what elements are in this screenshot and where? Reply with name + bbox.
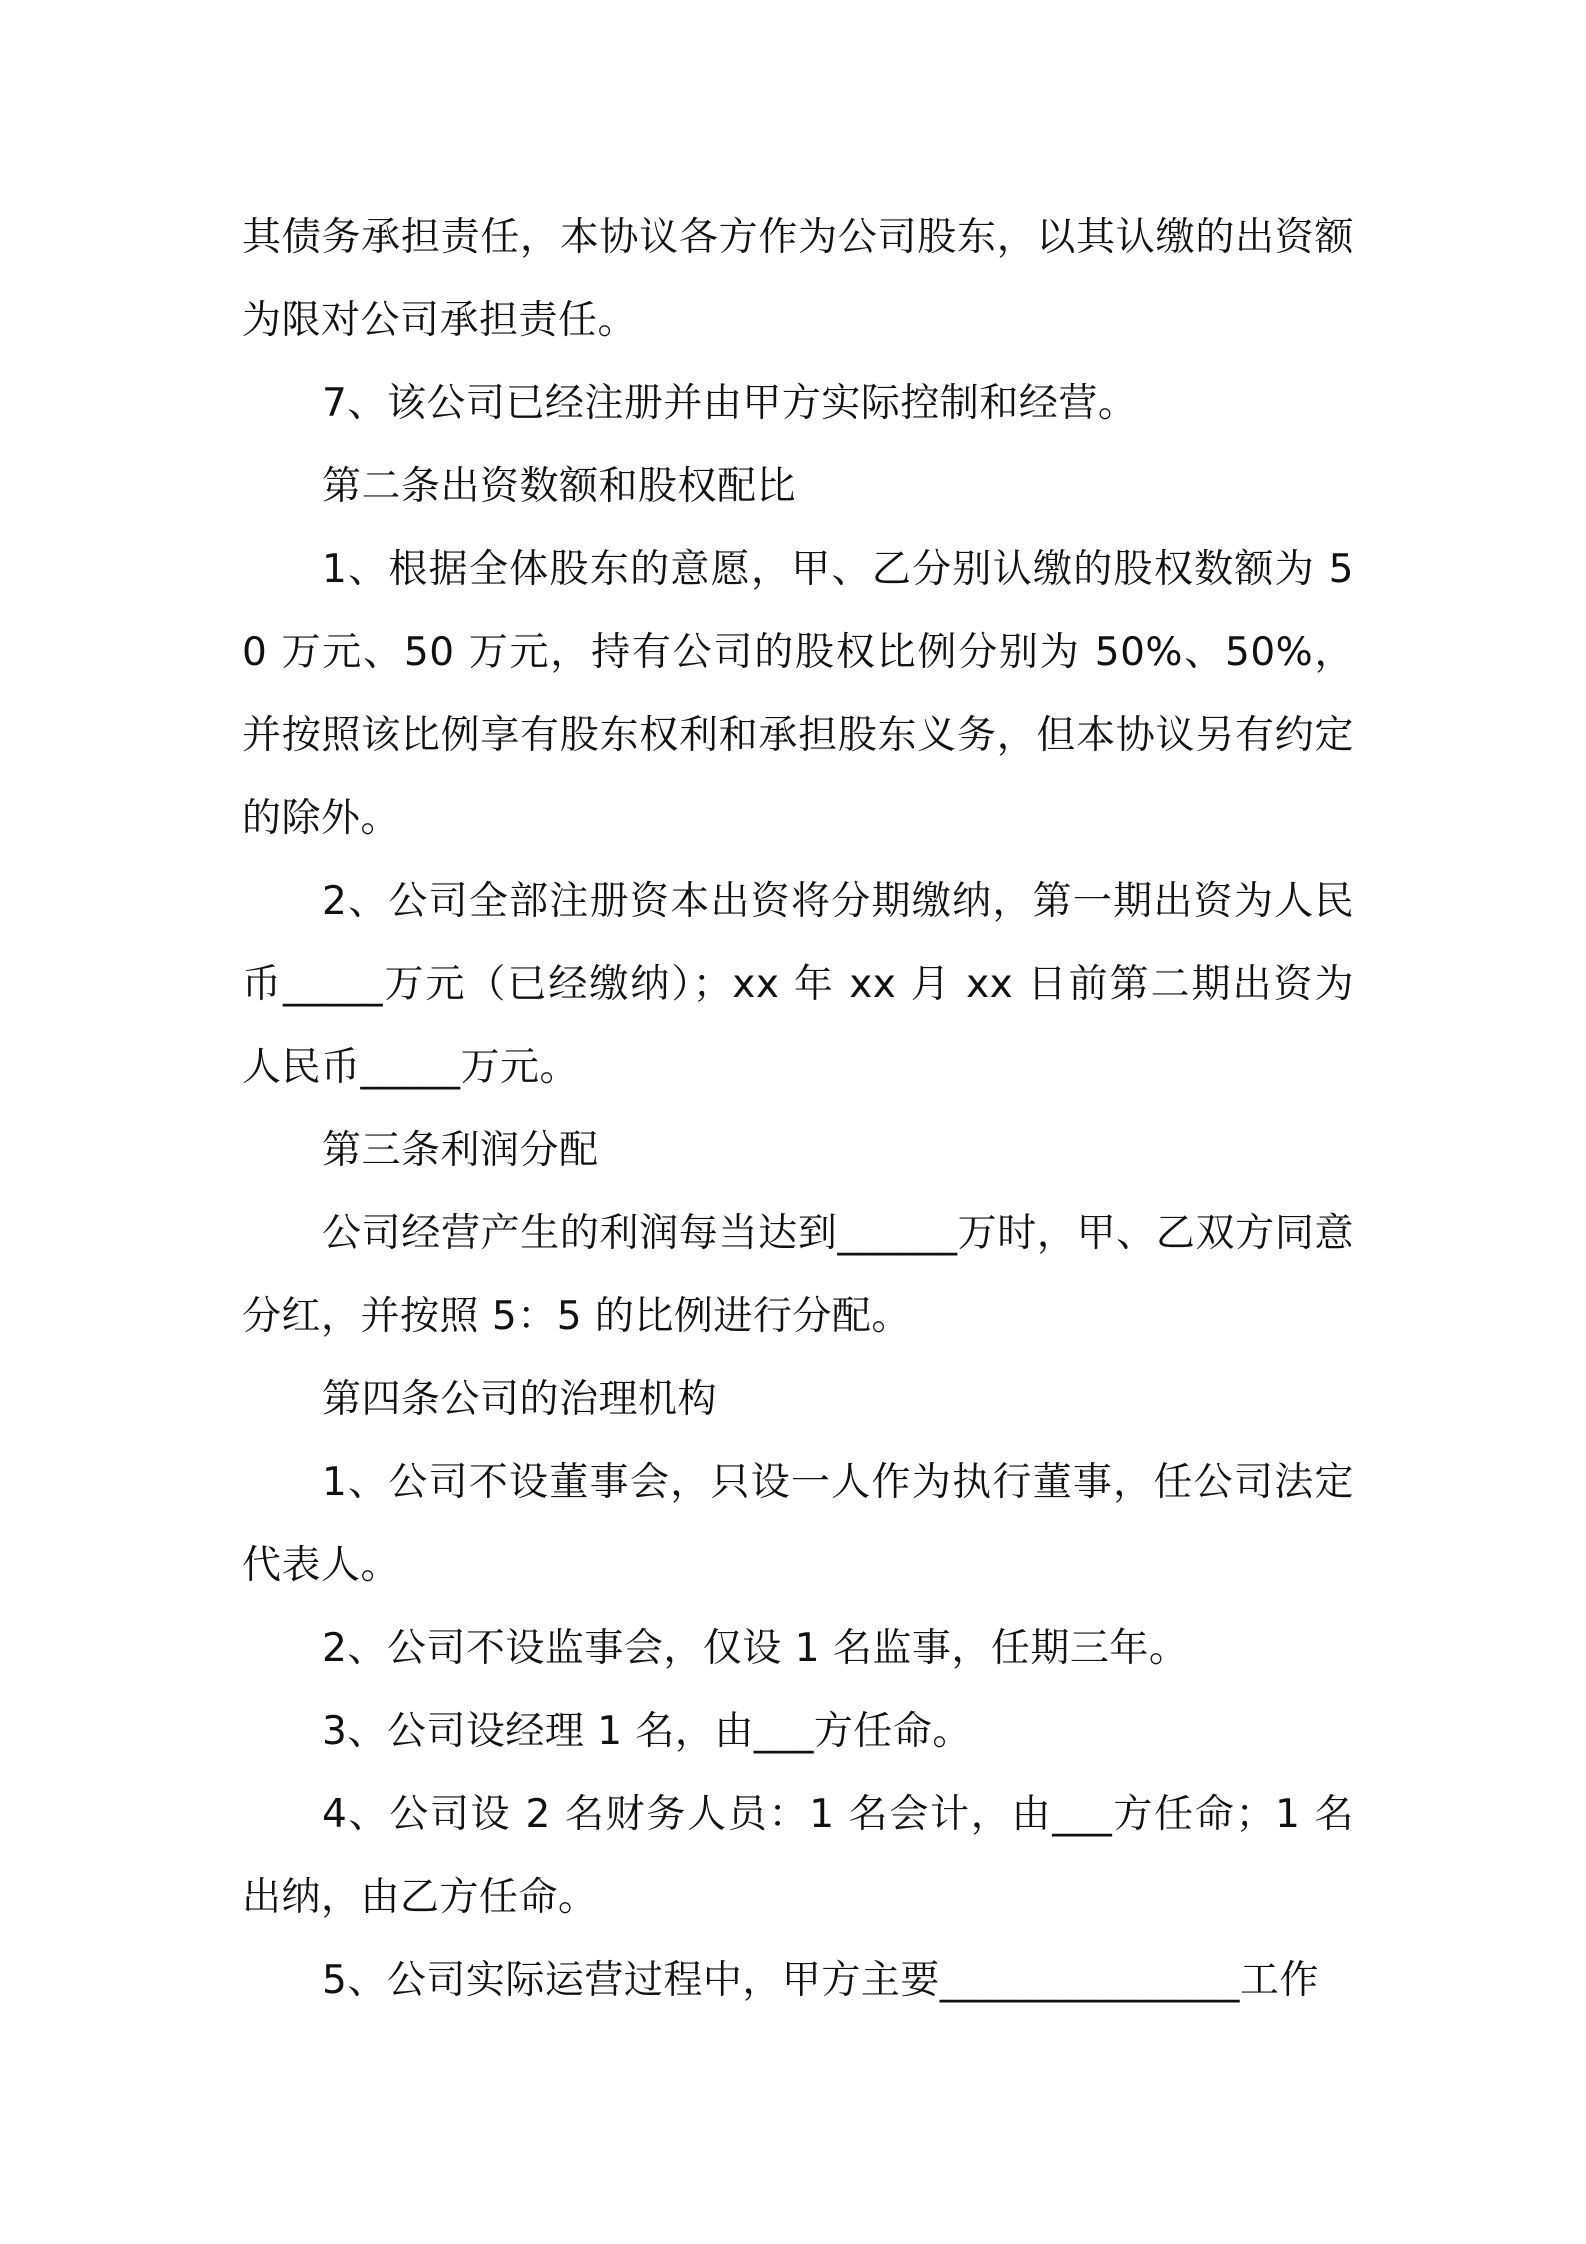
section-heading-article-3: 第三条利润分配: [322, 1128, 599, 1173]
paragraph-clause-1-7: 7、该公司已经注册并由甲方实际控制和经营。: [322, 381, 1138, 426]
document-body: [242, 196, 1354, 2022]
paragraph-clause-4-5: 5、公司实际运营过程中，甲方主要_______________工作: [322, 1958, 1319, 2003]
paragraph-clause-4-4: 4、公司设 2 名财务人员：1 名会计，由___方任命；1 名出纳，由乙方任命。: [242, 1792, 1354, 1920]
paragraph-clause-4-1: 1、公司不设董事会，只设一人作为执行董事，任公司法定代表人。: [242, 1460, 1354, 1588]
paragraph-clause-4-2: 2、公司不设监事会，仅设 1 名监事，任期三年。: [322, 1626, 1189, 1671]
paragraph-profit-distribution: 公司经营产生的利润每当达到______万时，甲、乙双方同意分红，并按照 5：5 的比例进行分配。: [242, 1211, 1354, 1339]
paragraph-clause-4-3: 3、公司设经理 1 名，由___方任命。: [322, 1709, 972, 1754]
paragraph-clause-2-2: 2、公司全部注册资本出资将分期缴纳，第一期出资为人民币_____万元（已经缴纳）；xx 年 xx 月 xx 日前第二期出资为人民币_____万元。: [242, 879, 1354, 1090]
section-heading-article-4: 第四条公司的治理机构: [322, 1377, 718, 1422]
paragraph-liability: 其债务承担责任，本协议各方作为公司股东，以其认缴的出资额为限对公司承担责任。: [242, 215, 1354, 343]
paragraph-clause-2-1: 1、根据全体股东的意愿，甲、乙分别认缴的股权数额为 50 万元、50 万元，持有公司的股权比例分别为 50%、50%，并按照该比例享有股东权利和承担股东义务，但本协议另有约定的除外。: [242, 547, 1354, 841]
section-heading-article-2: 第二条出资数额和股权配比: [322, 464, 797, 509]
